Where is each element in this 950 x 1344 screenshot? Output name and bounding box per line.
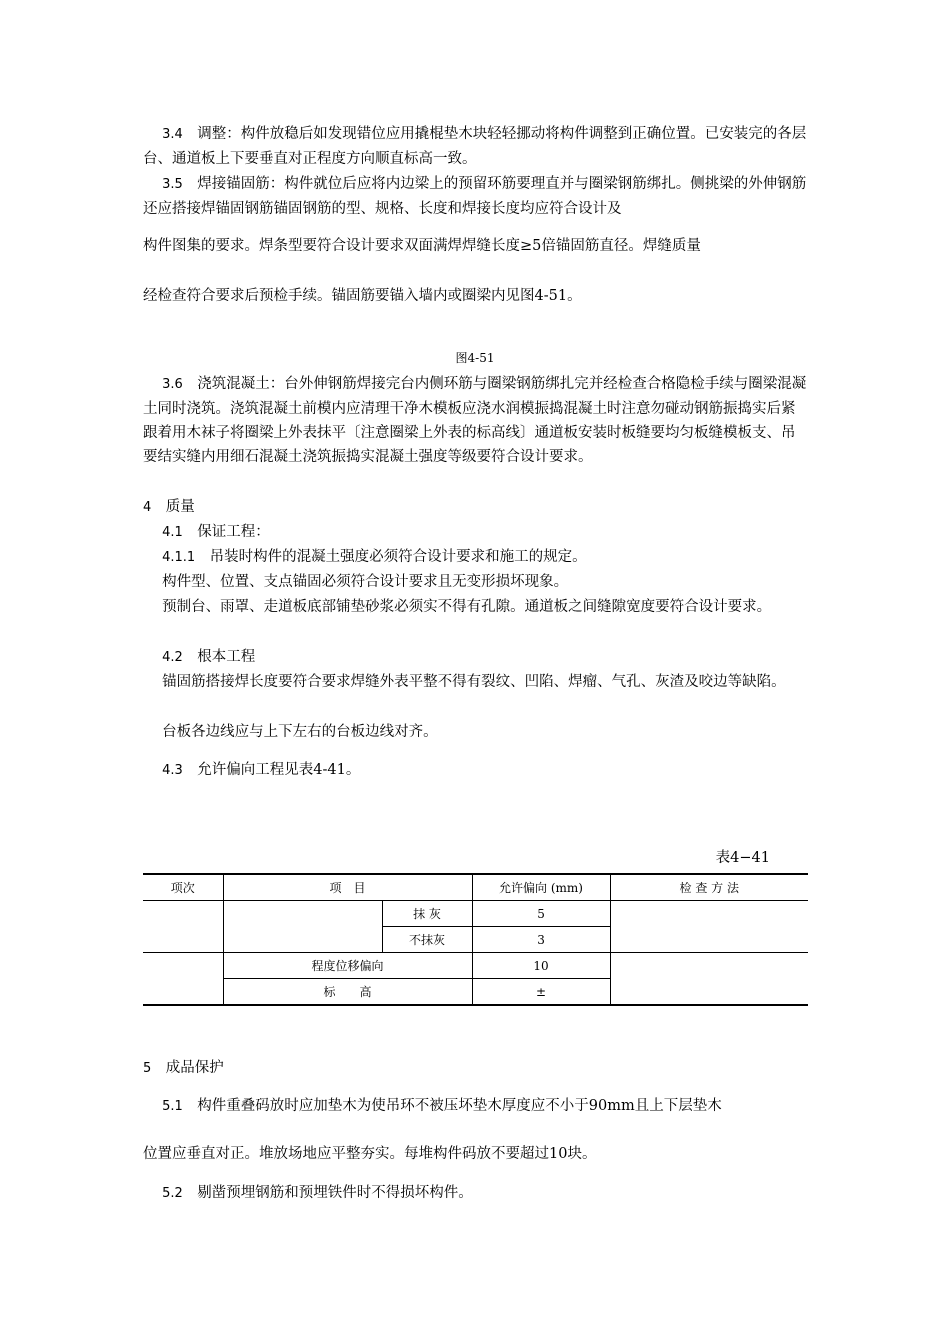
paragraph-text: 根本工程 xyxy=(182,649,256,665)
table-cell: 抹 灰 xyxy=(382,901,472,927)
table-cell: 3 xyxy=(472,927,610,953)
paragraph-text: 锚固筋搭接焊长度要符合要求焊缝外表平整不得有裂纹、凹陷、焊瘤、气孔、灰渣及咬边等缺陷。 xyxy=(162,674,786,690)
figure-caption: 图4-51 xyxy=(455,351,495,365)
paragraph-text: 台板各边线应与上下左右的台板边线对齐。 xyxy=(162,724,438,740)
paragraph-3-5 xyxy=(143,172,808,221)
paragraph-text: 焊接锚固筋：构件就位后应将内边梁上的预留环筋要理直并与圈梁钢筋绑扎。侧挑梁的外伸钢筋还应搭接焊锚固钢筋锚固钢筋的型、规格、长度和焊接长度均应符合设计及 xyxy=(143,176,807,217)
paragraph-4-3 xyxy=(143,758,808,783)
section-number: 4 xyxy=(143,500,152,515)
header-item: 项 目 xyxy=(223,874,472,901)
table-cell xyxy=(610,901,808,953)
paragraph-4-1-2 xyxy=(143,570,808,594)
paragraph-3-6 xyxy=(143,372,808,469)
section-number: 4.3 xyxy=(162,763,183,778)
paragraph-5-1 xyxy=(143,1094,808,1119)
table-cell xyxy=(610,953,808,1006)
paragraph-text: 构件重叠码放时应加垫木为使吊环不被压坏垫木厚度应不小于90mm且上下层垫木 xyxy=(182,1098,722,1114)
section-number: 4.2 xyxy=(162,650,183,665)
paragraph-text: 预制台、雨罩、走道板底部铺垫砂浆必须实不得有孔隙。通道板之间缝隙宽度要符合设计要求。 xyxy=(162,599,772,615)
paragraph-4-1-1 xyxy=(143,545,808,570)
paragraph-text: 浇筑混凝土：台外伸钢筋焊接完台内侧环筋与圈梁钢筋绑扎完并经检查合格隐检手续与圈梁混凝土同时浇筑。浇筑混凝土前模内应清理干净木模板应浇水润模振捣混凝土时注意勿碰动钢筋振捣实后紧跟着用木袜子将圈梁上外表抹平〔注意圈梁上外表的标高线〕通道板安装时板缝要均匀板缝模板支、吊要结实缝内用细石混凝土浇筑振捣实混凝土强度等级要符合设计要求。 xyxy=(143,376,807,465)
section-number: 3.4 xyxy=(162,127,183,142)
paragraph-4-2 xyxy=(143,645,808,670)
header-method: 检 查 方 法 xyxy=(610,874,808,901)
table-cell xyxy=(143,901,223,953)
table-cell: 5 xyxy=(472,901,610,927)
table-cell: ± xyxy=(472,979,610,1006)
paragraph-4-1 xyxy=(143,520,808,545)
paragraph-text: 允许偏向工程见表4-41。 xyxy=(182,762,361,778)
table-cell: 10 xyxy=(472,953,610,979)
paragraph-3-5-end: 经检查符合要求后预检手续。锚固筋要锚入墙内或圈梁内见图4-51。 xyxy=(143,288,582,304)
paragraph-3-5-cont: 构件图集的要求。焊条型要符合设计要求双面满焊焊缝长度≥5倍锚固筋直径。焊缝质量 xyxy=(143,238,701,254)
table-cell xyxy=(223,901,382,953)
paragraph-5-2 xyxy=(143,1181,808,1206)
paragraph-3-4 xyxy=(143,122,808,171)
section-number: 4.1.1 xyxy=(162,550,196,565)
section-number: 3.5 xyxy=(162,177,183,192)
section-title: 质量 xyxy=(151,499,195,515)
section-number: 4.1 xyxy=(162,525,183,540)
paragraph-text: 构件型、位置、支点锚固必须符合设计要求且无变形损坏现象。 xyxy=(162,574,569,590)
table-row xyxy=(143,953,808,979)
paragraph-4-1-3 xyxy=(143,595,808,619)
section-number: 5.1 xyxy=(162,1099,183,1114)
table-cell: 程度位移偏向 xyxy=(223,953,472,979)
paragraph-text: 调整：构件放稳后如发现错位应用撬棍垫木块轻轻挪动将构件调整到正确位置。已安装完的各层台、通道板上下要垂直对正程度方向顺直标高一致。 xyxy=(143,126,807,167)
section-number: 3.6 xyxy=(162,377,183,392)
paragraph-text: 吊装时构件的混凝土强度必须符合设计要求和施工的规定。 xyxy=(195,549,587,565)
table-header-row xyxy=(143,874,808,901)
section-number: 5.2 xyxy=(162,1186,183,1201)
header-tolerance: 允许偏向 (mm) xyxy=(472,874,610,901)
tolerance-table xyxy=(143,873,808,1006)
paragraph-4-2-2 xyxy=(143,720,808,744)
section-4-heading xyxy=(143,495,808,520)
table-label: 表4−41 xyxy=(715,850,770,866)
paragraph-text: 剔凿预埋钢筋和预埋铁件时不得损坏构件。 xyxy=(182,1185,473,1201)
table-cell: 标 高 xyxy=(223,979,472,1006)
table-cell xyxy=(143,953,223,1006)
table-cell: 不抹灰 xyxy=(382,927,472,953)
paragraph-text: 保证工程： xyxy=(182,524,270,540)
paragraph-5-1-cont: 位置应垂直对正。堆放场地应平整夯实。每堆构件码放不要超过10块。 xyxy=(143,1146,597,1162)
header-index: 项次 xyxy=(143,874,223,901)
table-row xyxy=(143,901,808,927)
section-number: 5 xyxy=(143,1061,152,1076)
section-5-heading xyxy=(143,1056,808,1081)
paragraph-4-2-1 xyxy=(143,670,808,694)
section-title: 成品保护 xyxy=(151,1060,224,1076)
